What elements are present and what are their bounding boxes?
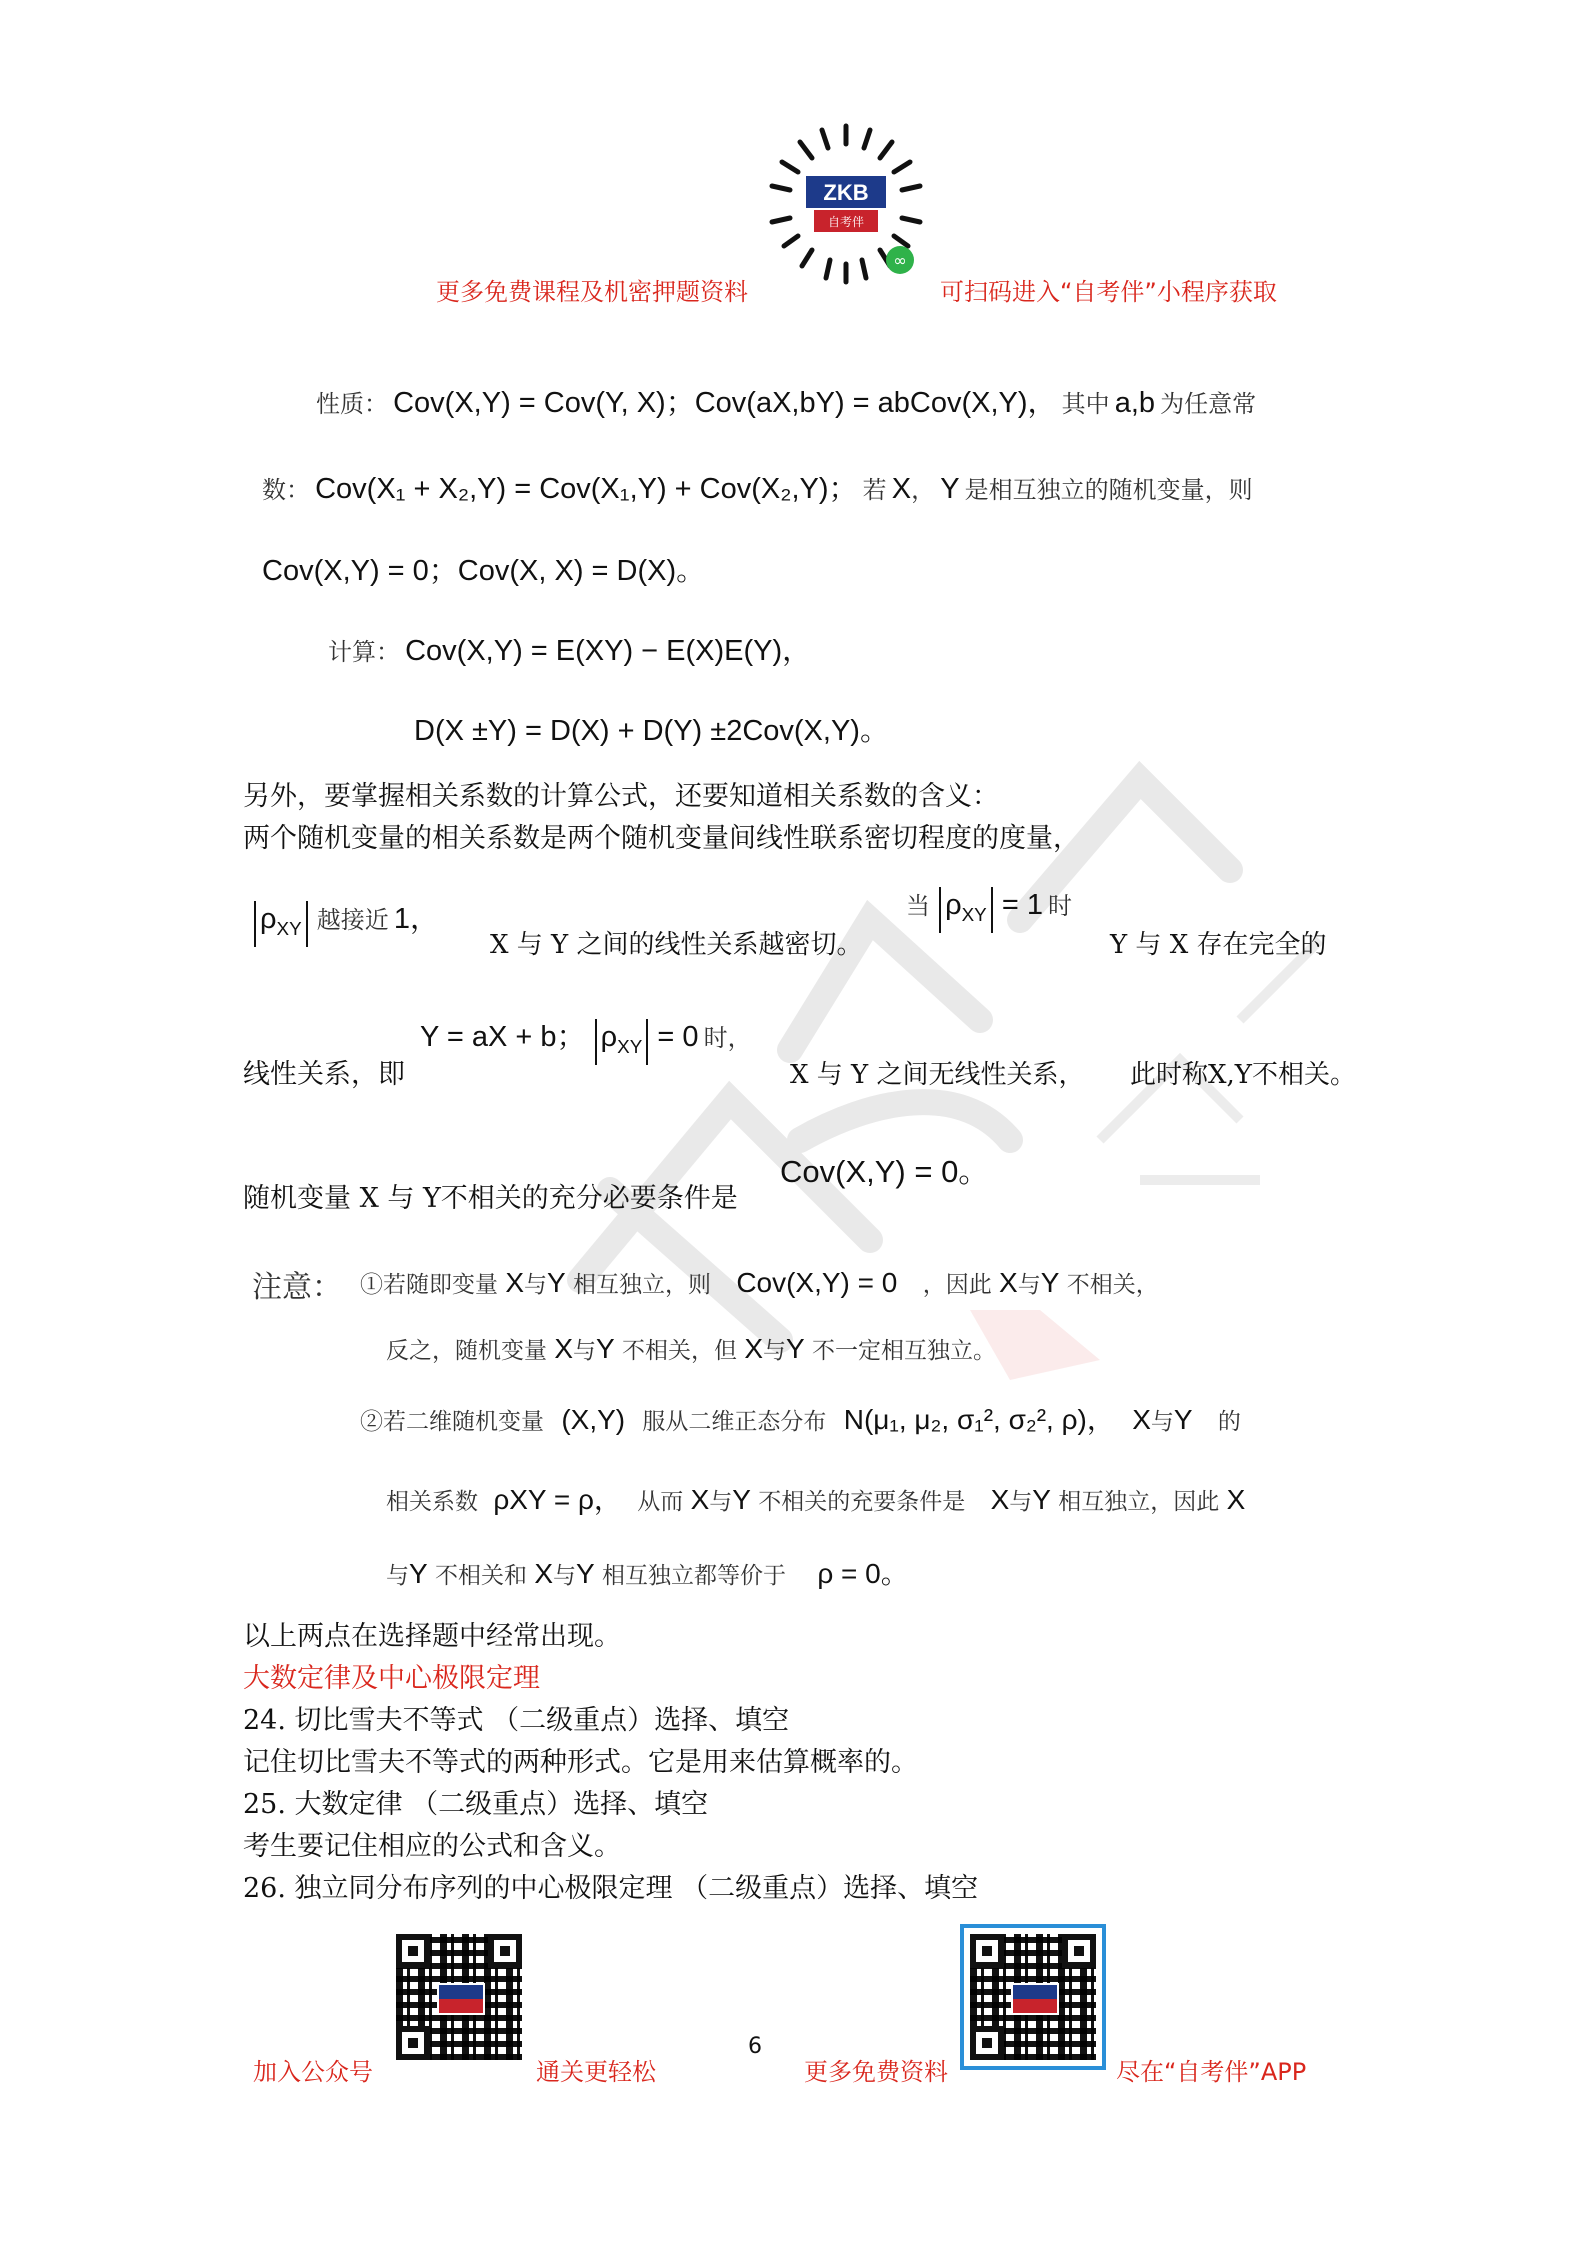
item-25-desc: 考生要记住相应的公式和含义。 [243,1831,621,1862]
no-linear-text: X 与 Y 之间无线性关系， [790,1060,1085,1090]
svg-text:自考伴: 自考伴 [827,215,865,229]
item-25: 25. 大数定律 （二级重点）选择、填空 [243,1789,709,1820]
note-line-1: ①若随即变量 X与Y 相互独立，则 Cov(X,Y) = 0 ，因此 X与Y 不相关， [360,1267,1159,1298]
header-qr-code [760,118,932,290]
uncorrelated-text: 此时称X,Y不相关。 [1130,1060,1356,1090]
item-26: 26. 独立同分布序列的中心极限定理 （二级重点）选择、填空 [243,1873,979,1904]
summary-line: 以上两点在选择题中经常出现。 [243,1621,621,1652]
mini-program-code-icon [760,118,932,290]
rho-closer-line: $\rho_{XY}$ 越接近 1， [250,896,439,947]
cov-line-2: 数： Cov(X₁ + X₂,Y) = Cov(X₁,Y) + Cov(X₂,Y)； 若 X， Y 是相互独立的随机变量，则 [262,473,1253,505]
note-line-5: 与Y 不相关和 X与Y 相互独立都等价于 ρ = 0。 [386,1558,909,1589]
footer-easy-text: 通关更轻松 [536,2058,656,2086]
closer-relation-text: X 与 Y 之间的线性关系越密切。 [490,930,863,960]
wechat-qr-code [396,1934,522,2060]
paragraph-2: 两个随机变量的相关系数是两个随机变量间线性联系密切程度的度量， [243,823,1080,854]
cov-line-3: Cov(X,Y) = 0；Cov(X, X) = D(X)。 [262,555,706,587]
paragraph-1: 另外，要掌握相关系数的计算公式，还要知道相关系数的含义： [243,781,999,812]
footer-more-text: 更多免费资料 [804,2058,948,2086]
footer-join-text: 加入公众号 [253,2058,373,2086]
calc-line: 计算： Cov(X,Y) = E(XY) − E(X)E(Y)， [328,635,812,667]
item-24: 24. 切比雪夫不等式 （二级重点）选择、填空 [243,1705,790,1736]
condition-text: 随机变量 X 与 Y不相关的充分必要条件是 [243,1183,738,1214]
footer-app-text: 尽在“自考伴”APP [1116,2058,1307,2086]
svg-text:ZKB: ZKB [823,180,869,205]
app-qr-code [970,1934,1096,2060]
rho-equals-one: 当 $\rho_{XY} = 1$ 时 [906,886,1072,933]
cov-line-1: 性质： Cov(X,Y) = Cov(Y, X)；Cov(aX,bY) = abCov(X,Y)， 其中 a,b 为任意常 [316,387,1257,419]
condition-math: Cov(X,Y) = 0。 [780,1154,990,1189]
item-24-desc: 记住切比雪夫不等式的两种形式。它是用来估算概率的。 [243,1747,918,1778]
page-number: 6 [748,2034,762,2059]
note-line-2: 反之，随机变量 X与Y 不相关，但 X与Y 不一定相互独立。 [386,1333,996,1364]
notes-title: 注意： [252,1270,342,1305]
calc-line-2: D(X ±Y) = D(X) + D(Y) ±2Cov(X,Y)。 [414,715,889,747]
section-heading: 大数定律及中心极限定理 [243,1663,540,1694]
svg-text:∞: ∞ [893,251,907,270]
header-right-text: 可扫码进入“自考伴”小程序获取 [940,278,1277,306]
linear-equation: Y = aX + b； $\rho_{XY} = 0$ 时， [420,1014,752,1065]
complete-relation-text: Y 与 X 存在完全的 [1110,930,1327,960]
linear-relation-label: 线性关系，即 [243,1059,405,1090]
note-line-4: 相关系数 ρXY = ρ， 从而 X与Y 不相关的充要条件是 X与Y 相互独立，因此 X [386,1484,1246,1515]
note-line-3: ②若二维随机变量 (X,Y) 服从二维正态分布 N(μ₁, μ₂, σ₁², σ₂², ρ)， X与Y 的 [360,1404,1241,1435]
header-left-text: 更多免费课程及机密押题资料 [436,278,748,306]
